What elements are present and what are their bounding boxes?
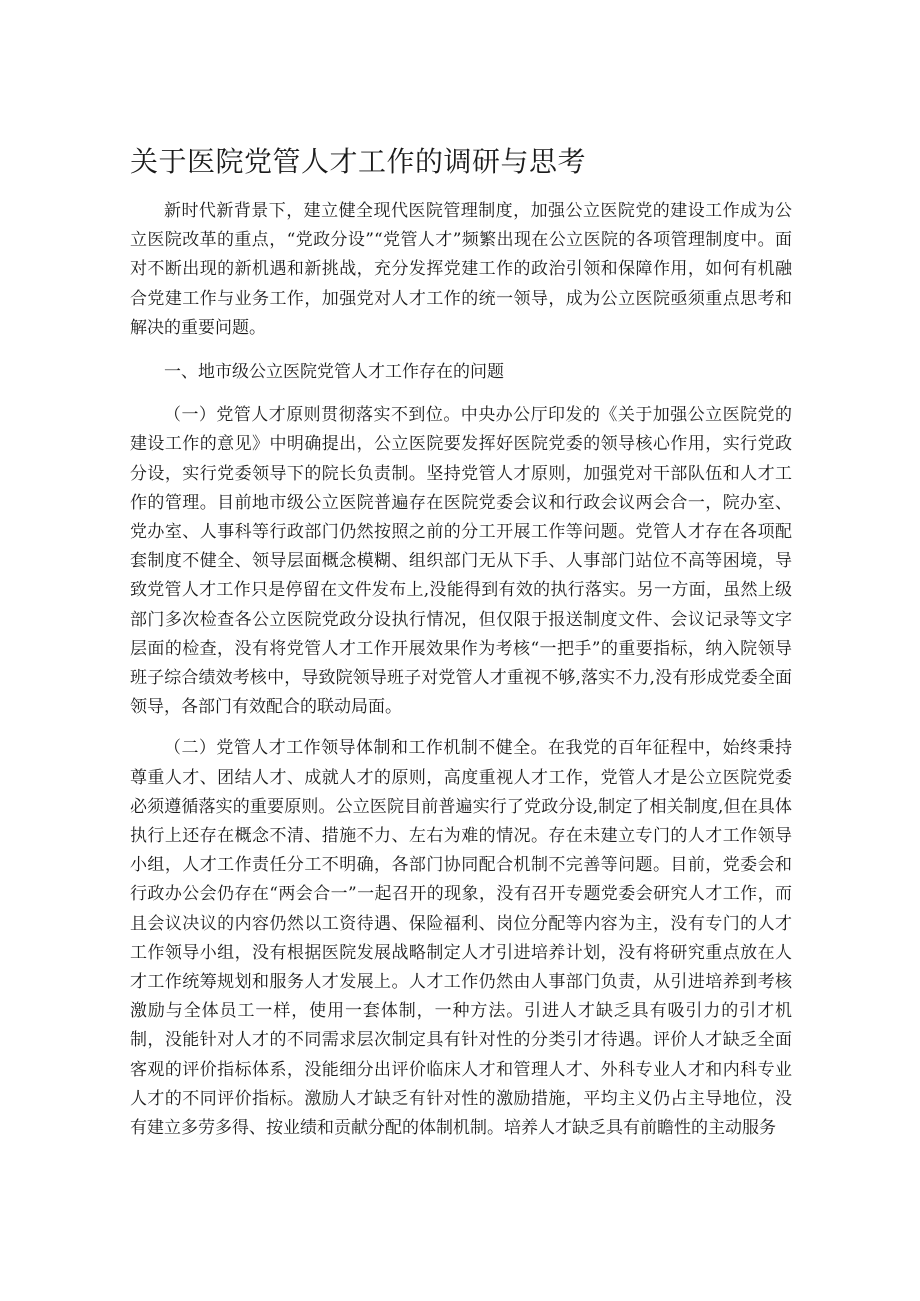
subsection-paragraph-1: （一）党管人才原则贯彻落实不到位。中央办公厅印发的《关于加强公立医院党的建设工作的意见》中明确提出，公立医院要发挥好医院党委的领导核心作用，实行党政分设，实行党委领导下的院长负责制。坚持党管人才原则，加强党对干部队伍和人才工作的管理。目前地市级公立医院普遍存在医院党委会议和行政会议两会合一，院办室、党办室、人事科等行政部门仍然按照之前的分工开展工作等问题。党管人才存在各项配套制度不健全、领导层面概念模糊、组织部门无从下手、人事部门站位不高等困境，导致党管人才工作只是停留在文件发布上,没能得到有效的执行落实。另一方面，虽然上级部门多次检查各公立医院党政分设执行情况，但仅限于报送制度文件、会议记录等文字层面的检查，没有将党管人才工作开展效果作为考核“一把手”的重要指标，纳入院领导班子综合绩效考核中，导致院领导班子对党管人才重视不够,落实不力,没有形成党委全面领导，各部门有效配合的联动局面。	[130, 405, 792, 718]
section-heading-1: 一、地市级公立医院党管人才工作存在的问题	[164, 362, 504, 383]
subsection-paragraph-2: （二）党管人才工作领导体制和工作机制不健全。在我党的百年征程中，始终秉持尊重人才、团结人才、成就人才的原则，高度重视人才工作，党管人才是公立医院党委必须遵循落实的重要原则。公立医院目前普遍实行了党政分设,制定了相关制度,但在具体执行上还存在概念不清、措施不力、左右为难的情况。存在未建立专门的人才工作领导小组，人才工作责任分工不明确，各部门协同配合机制不完善等问题。目前，党委会和行政办公会仍存在“两会合一”一起召开的现象，没有召开专题党委会研究人才工作，而且会议决议的内容仍然以工资待遇、保险福利、岗位分配等内容为主，没有专门的人才工作领导小组，没有根据医院发展战略制定人才引进培养计划，没有将研究重点放在人才工作统筹规划和服务人才发展上。人才工作仍然由人事部门负责，从引进培养到考核激励与全体员工一样，使用一套体制，一种方法。引进人才缺乏具有吸引力的引才机制，没能针对人才的不同需求层次制定具有针对性的分类引才待遇。评价人才缺乏全面客观的评价指标体系，没能细分出评价临床人才和管理人才、外科专业人才和内科专业人才的不同评价指标。激励人才缺乏有针对性的激励措施，平均主义仍占主导地位，没有建立多劳多得、按业绩和贡献分配的体制机制。培养人才缺乏具有前瞻性的主动服务	[130, 738, 792, 1139]
document-title: 关于医院党管人才工作的调研与思考	[130, 145, 587, 178]
intro-paragraph: 新时代新背景下，建立健全现代医院管理制度，加强公立医院党的建设工作成为公立医院改革的重点，“党政分设”“党管人才”频繁出现在公立医院的各项管理制度中。面对不断出现的新机遇和新挑战，充分发挥党建工作的政治引领和保障作用，如何有机融合党建工作与业务工作，加强党对人才工作的统一领导，成为公立医院亟须重点思考和解决的重要问题。	[130, 201, 792, 338]
document-body	[130, 197, 792, 1143]
